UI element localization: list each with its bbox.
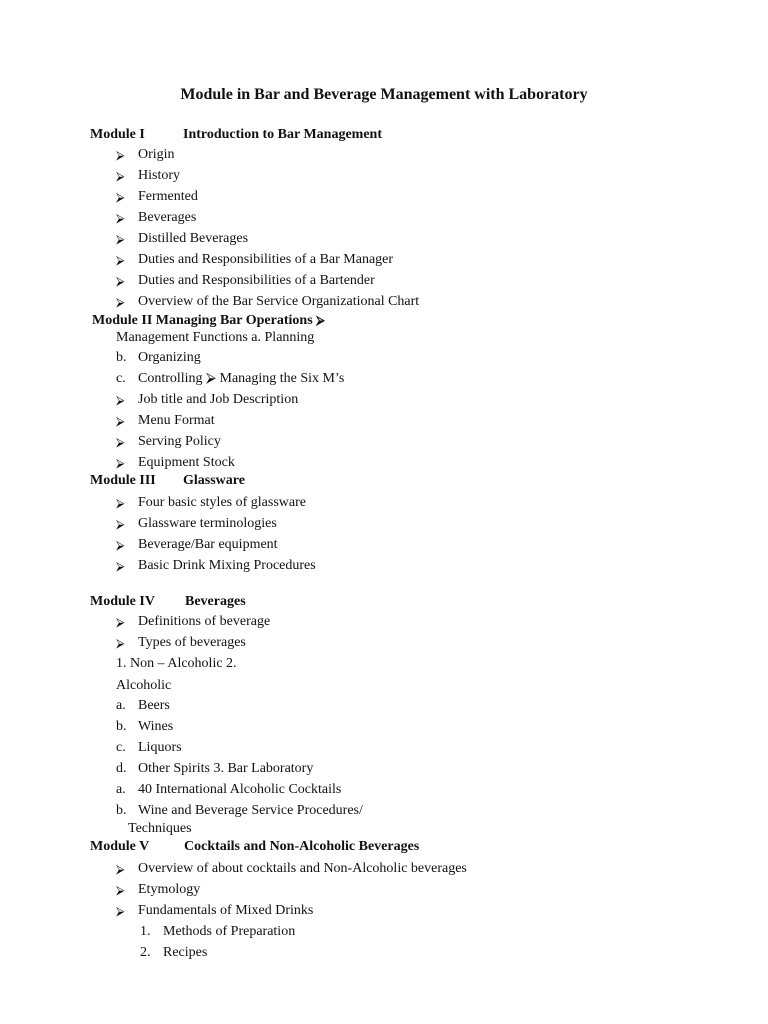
bullet-arrow-icon: ⮚	[116, 232, 125, 246]
list-marker: b.	[116, 803, 127, 818]
module-5-label: Module V	[90, 839, 150, 854]
list-item: History	[138, 168, 180, 183]
module-2-heading	[92, 312, 325, 329]
list-item: Techniques	[128, 821, 192, 836]
list-item: Job title and Job Description	[138, 392, 299, 407]
bullet-arrow-icon: ⮚	[116, 615, 125, 629]
list-marker: a.	[116, 698, 126, 713]
list-marker: 1.	[140, 924, 151, 939]
list-item: Beverage/Bar equipment	[138, 537, 278, 552]
bullet-arrow-icon: ⮚	[116, 904, 125, 918]
bullet-arrow-icon: ⮚	[116, 393, 125, 407]
list-marker: a.	[116, 782, 126, 797]
list-item: Types of beverages	[138, 635, 246, 650]
module-2-line: Management Functions a. Planning	[116, 330, 315, 345]
bullet-arrow-icon: ⮚	[116, 435, 125, 449]
bullet-arrow-icon: ⮚	[116, 295, 125, 309]
bullet-arrow-icon: ⮚	[116, 253, 125, 267]
list-item: Four basic styles of glassware	[138, 495, 306, 510]
bullet-arrow-icon: ⮚	[116, 538, 125, 552]
list-item: Fundamentals of Mixed Drinks	[138, 903, 314, 918]
list-item: Liquors	[138, 740, 182, 755]
module-3-label: Module III	[90, 473, 156, 488]
bullet-arrow-icon: ⮚	[116, 148, 125, 162]
list-item: Fermented	[138, 189, 198, 204]
list-item: Beers	[138, 698, 170, 713]
list-marker: c.	[116, 371, 126, 386]
list-item: Recipes	[163, 945, 208, 960]
module-1-label: Module I	[90, 127, 145, 142]
bullet-arrow-icon: ⮚	[116, 169, 125, 183]
list-item: Controlling ⮚ Managing the Six M’s	[138, 371, 345, 386]
module-5-heading: Cocktails and Non-Alcoholic Beverages	[184, 839, 420, 854]
list-item: Menu Format	[138, 413, 215, 428]
list-item: Serving Policy	[138, 434, 221, 449]
list-item: Methods of Preparation	[163, 924, 296, 939]
bullet-arrow-icon: ⮚	[316, 313, 325, 327]
list-item: Overview of about cocktails and Non-Alcoholic beverages	[138, 861, 467, 876]
list-item: Other Spirits 3. Bar Laboratory	[138, 761, 314, 776]
list-item: Organizing	[138, 350, 201, 365]
list-item: Glassware terminologies	[138, 516, 277, 531]
list-item: Overview of the Bar Service Organizational Chart	[138, 294, 420, 309]
list-item: Alcoholic	[116, 678, 172, 693]
list-item: Definitions of beverage	[138, 614, 271, 629]
document-title: Module in Bar and Beverage Management with Laboratory	[180, 86, 588, 103]
bullet-arrow-icon: ⮚	[116, 274, 125, 288]
module-2-heading-text: Module II Managing Bar Operations	[92, 313, 313, 328]
bullet-arrow-icon: ⮚	[116, 883, 125, 897]
list-item: Wines	[138, 719, 174, 734]
list-item: Etymology	[138, 882, 201, 897]
module-1-heading: Introduction to Bar Management	[183, 127, 382, 142]
bullet-arrow-icon: ⮚	[116, 636, 125, 650]
list-marker: 2.	[140, 945, 151, 960]
list-item: 40 International Alcoholic Cocktails	[138, 782, 342, 797]
bullet-arrow-icon: ⮚	[116, 862, 125, 876]
bullet-arrow-icon: ⮚	[116, 456, 125, 470]
bullet-arrow-icon: ⮚	[116, 517, 125, 531]
list-marker: b.	[116, 350, 127, 365]
list-marker: c.	[116, 740, 126, 755]
list-item: Wine and Beverage Service Procedures/	[138, 803, 363, 818]
list-item: Basic Drink Mixing Procedures	[138, 558, 316, 573]
list-item: Distilled Beverages	[138, 231, 249, 246]
list-item: Beverages	[138, 210, 197, 225]
list-marker: d.	[116, 761, 127, 776]
list-item: Equipment Stock	[138, 455, 235, 470]
bullet-arrow-icon: ⮚	[116, 559, 125, 573]
bullet-arrow-icon: ⮚	[116, 496, 125, 510]
bullet-arrow-icon: ⮚	[116, 211, 125, 225]
list-item: Origin	[138, 147, 175, 162]
module-4-label: Module IV	[90, 594, 155, 609]
list-marker: b.	[116, 719, 127, 734]
module-3-heading: Glassware	[183, 473, 245, 488]
list-item: Duties and Responsibilities of a Bar Manager	[138, 252, 394, 267]
bullet-arrow-icon: ⮚	[116, 414, 125, 428]
module-4-heading: Beverages	[185, 594, 246, 609]
list-item: Duties and Responsibilities of a Bartender	[138, 273, 375, 288]
bullet-arrow-icon: ⮚	[116, 190, 125, 204]
list-item: 1. Non – Alcoholic 2.	[116, 656, 237, 671]
